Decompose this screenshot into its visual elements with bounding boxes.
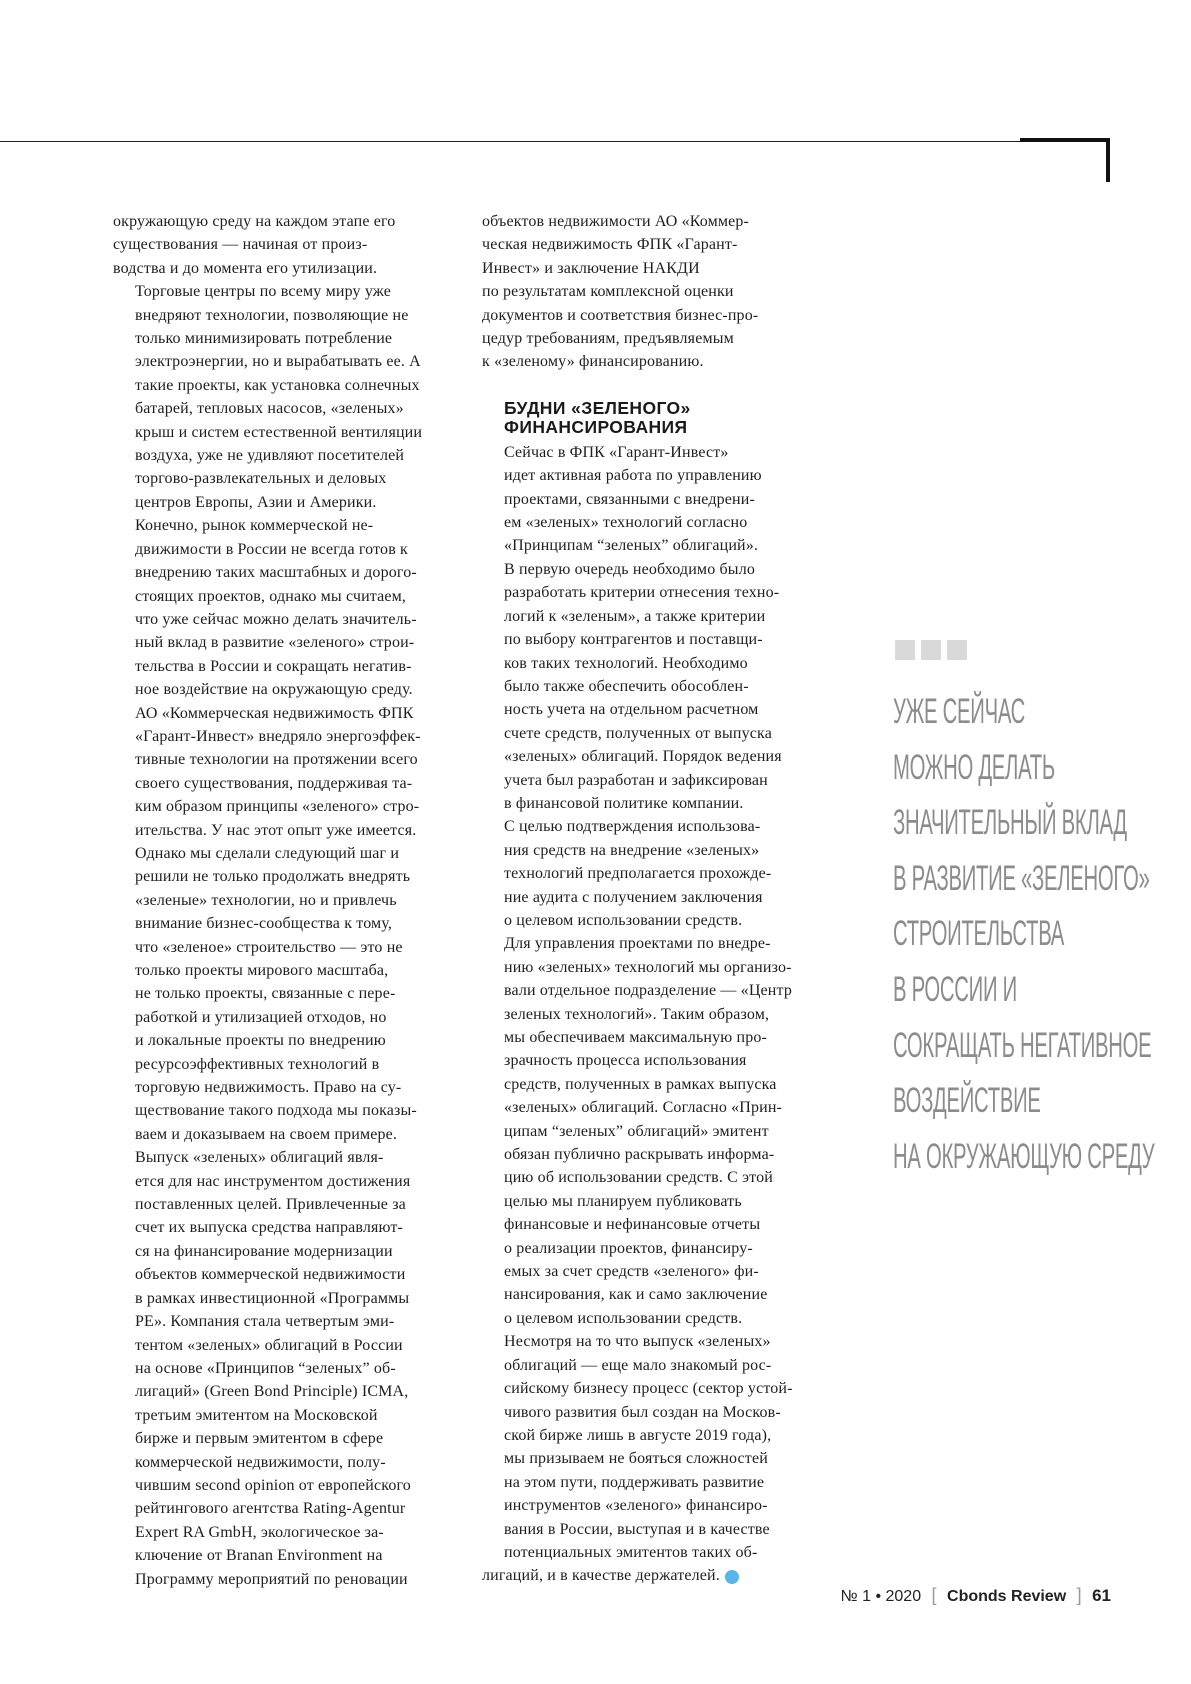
text-line: ской бирже лишь в августе 2019 года),: [504, 1426, 772, 1444]
text-line: на основе «Принципов “зеленых” об-: [135, 1359, 396, 1377]
text-line: нию «зеленых» технологий мы организо-: [504, 958, 792, 976]
text-line: Выпуск «зеленых» облигаций явля-: [135, 1149, 384, 1167]
text-line: коммерческой недвижимости, полу-: [135, 1453, 386, 1471]
text-line: В первую очередь необходимо было: [504, 560, 755, 578]
text-line: мы призываем не бояться сложностей: [504, 1450, 768, 1468]
text-line: цедур требованиям, предъявляемым: [482, 330, 734, 348]
text-line: мы обеспечиваем максимальную про-: [504, 1029, 768, 1046]
text-line: ное воздействие на окружающую среду.: [135, 681, 413, 699]
issue-number: № 1 • 2020: [840, 1588, 922, 1605]
text-line: не только проекты, связанные с пере-: [135, 985, 396, 1003]
text-line: ществование такого подхода мы показы-: [135, 1102, 417, 1120]
text-line: стоящих проектов, однако мы считаем,: [135, 587, 407, 605]
text-line: электроэнергии, но и вырабатывать ее. А: [135, 353, 421, 371]
text-line: тентом «зеленых» облигаций в России: [135, 1336, 403, 1354]
text-line: обязан публично раскрывать информа-: [504, 1146, 775, 1164]
text-column-right: [482, 210, 827, 1588]
text-line: о целевом использовании средств.: [504, 1309, 743, 1327]
text-line: ния средств на внедрение «зеленых»: [504, 841, 760, 859]
paragraph: [113, 1146, 458, 1591]
text-line: зеленых технологий». Таким образом,: [504, 1005, 770, 1023]
text-line: Несмотря на то что выпуск «зеленых»: [504, 1333, 771, 1351]
text-line: С целью подтверждения использова-: [504, 818, 761, 836]
text-line: чивого развития был создан на Москов-: [504, 1403, 781, 1421]
text-line: Программу мероприятий по реновации: [135, 1570, 408, 1588]
text-line: воздуха, уже не удивляют посетителей: [135, 447, 405, 465]
text-line: внедряют технологии, позволяющие не: [135, 306, 409, 324]
text-line: ем «зеленых» технологий согласно: [504, 514, 748, 532]
text-line: Однако мы сделали следующий шаг и: [135, 844, 400, 862]
text-line: внимание бизнес-сообщества к тому,: [135, 915, 393, 933]
text-line: что «зеленое» строительство — это не: [135, 938, 403, 956]
text-line: зрачность процесса использования: [504, 1052, 747, 1070]
text-line: Торговые центры по всему миру уже: [135, 283, 392, 301]
text-line: технологий предполагается прохожде-: [504, 865, 772, 883]
page-footer: [841, 1585, 1112, 1606]
text-line: тельства в России и сокращать негатив-: [135, 657, 412, 675]
text-line: «зеленых» облигаций. Согласно «Прин-: [504, 1099, 783, 1117]
text-line: батарей, тепловых насосов, «зеленых»: [135, 400, 404, 418]
text-line: ФИНАНСИРОВАНИЯ: [504, 416, 688, 437]
text-line: рейтингового агентства Rating-Agentur: [135, 1500, 406, 1518]
text-line: Expert RA GmbH, экологическое за-: [135, 1523, 384, 1541]
text-line: к «зеленому» финансированию.: [482, 353, 704, 371]
text-line: лигаций» (Green Bond Principle) ICMA,: [135, 1383, 409, 1401]
text-line: ительства. У нас этот опыт уже имеется.: [135, 821, 417, 839]
pullquote: [893, 684, 1183, 1184]
pullquote-line: УЖЕ СЕЙЧАС: [893, 692, 1025, 731]
text-line: ние аудита с получением заключения: [504, 888, 763, 906]
text-line: объектов коммерческой недвижимости: [135, 1266, 406, 1284]
text-line: только проекты мирового масштаба,: [135, 962, 389, 979]
text-line: работкой и утилизацией отходов, но: [135, 1008, 387, 1026]
text-line: торговую недвижимость. Право на су-: [135, 1079, 402, 1097]
corner-mark-vertical: [1106, 138, 1110, 182]
text-line: «зеленых» облигаций. Порядок ведения: [504, 748, 782, 766]
end-mark-icon: C: [725, 1570, 739, 1584]
pullquote-line: ЗНАЧИТЕЛЬНЫЙ ВКЛАД: [893, 803, 1127, 843]
text-line: внедрению таких масштабных и дорого-: [135, 564, 417, 582]
text-line: ципам “зеленых” облигаций» эмитент: [504, 1122, 769, 1140]
text-line: БУДНИ «ЗЕЛЕНОГО»: [504, 397, 691, 418]
pullquote-line: В РОССИИ И: [893, 969, 1017, 1009]
header-rule: [0, 141, 1108, 142]
text-line: РЕ». Компания стала четвертым эми-: [135, 1313, 395, 1331]
paragraph: [482, 210, 827, 374]
page-number: 61: [1092, 1586, 1111, 1605]
text-line: торгово-развлекательных и деловых: [135, 470, 387, 488]
text-line: ким образом принципы «зеленого» стро-: [135, 798, 420, 816]
ornament-square: [921, 640, 941, 660]
text-line: Сейчас в ФПК «Гарант-Инвест»: [504, 443, 729, 461]
text-line: учета был разработан и зафиксирован: [504, 771, 768, 789]
text-line: целью мы планируем публиковать: [504, 1192, 742, 1210]
paragraph: [113, 280, 458, 514]
pullquote-line: СТРОИТЕЛЬСТВА: [893, 914, 1065, 954]
text-line: такие проекты, как установка солнечных: [135, 376, 420, 394]
text-line: Для управления проектами по внедре-: [504, 935, 771, 953]
bracket-close: ]: [1076, 1585, 1082, 1605]
text-line: облигаций — еще мало знакомый рос-: [504, 1356, 772, 1374]
text-column-left: [113, 210, 458, 1591]
text-line: ется для нас инструментом достижения: [135, 1172, 411, 1190]
text-line: объектов недвижимости АО «Коммер-: [482, 213, 750, 230]
paragraph: [482, 441, 827, 558]
paragraph: [482, 558, 827, 933]
text-line: о реализации проектов, финансиру-: [504, 1239, 753, 1257]
text-line: о целевом использовании средств.: [504, 911, 743, 929]
text-line: третьим эмитентом на Московской: [135, 1406, 378, 1424]
paragraph-last: [482, 1330, 827, 1587]
bracket-open: [: [931, 1585, 937, 1605]
text-line: было также обеспечить обособлен-: [504, 677, 749, 695]
text-line: тивные технологии на протяжении всего: [135, 751, 418, 769]
text-line: идет активная работа по управлению: [504, 467, 762, 485]
ornament-square: [895, 640, 915, 660]
text-line: ный вклад в развитие «зеленого» строи-: [135, 634, 415, 652]
text-line: крыш и систем естественной вентиляции: [135, 423, 423, 441]
text-line: вания в России, выступая и в качестве: [504, 1520, 770, 1538]
text-line: в финансовой политике компании.: [504, 794, 744, 812]
section-heading: [504, 399, 827, 437]
text-line: водства и до момента его утилизации.: [113, 259, 378, 277]
text-line: потенциальных эмитентов таких об-: [504, 1543, 758, 1561]
text-line: «Гарант-Инвест» внедряло энергоэффек-: [135, 727, 421, 745]
text-line: счете средств, полученных от выпуска: [504, 724, 772, 742]
corner-mark: [1020, 138, 1110, 142]
pullquote-line: ВОЗДЕЙСТВИЕ: [893, 1081, 1041, 1121]
pullquote-line: СОКРАЩАТЬ НЕГАТИВНОЕ: [893, 1025, 1152, 1065]
text-line: на этом пути, поддерживать развитие: [504, 1473, 765, 1491]
text-line: центров Европы, Азии и Америки.: [135, 493, 377, 511]
text-line: нансирования, как и само заключение: [504, 1286, 768, 1304]
text-line: документов и соответствия бизнес-про-: [482, 306, 759, 324]
text-line: разработать критерии отнесения техно-: [504, 584, 780, 602]
text-line: и локальные проекты по внедрению: [135, 1032, 386, 1050]
text-line: существования — начиная от произ-: [113, 236, 368, 254]
text-line: решили не только продолжать внедрять: [135, 868, 411, 886]
text-line: по выбору контрагентов и поставщи-: [504, 631, 763, 649]
text-line: лигаций, и в качестве держателей.: [482, 1567, 720, 1585]
text-line: средств, полученных в рамках выпуска: [504, 1075, 777, 1093]
text-line: счет их выпуска средства направляют-: [135, 1219, 404, 1237]
paragraph: [482, 932, 827, 1330]
paragraph: [113, 514, 458, 842]
text-line: движимости в России не всегда готов к: [135, 540, 408, 558]
text-line: инструментов «зеленого» финансиро-: [504, 1497, 768, 1515]
pullquote-line: МОЖНО ДЕЛАТЬ: [893, 747, 1055, 787]
text-line: только минимизировать потребление: [135, 330, 393, 348]
text-line: ческая недвижимость ФПК «Гарант-: [482, 236, 738, 254]
text-line: сийскому бизнесу процесс (сектор устой-: [504, 1380, 793, 1398]
text-line: чившим second opinion от европейского: [135, 1476, 411, 1494]
text-line: Конечно, рынок коммерческой не-: [135, 517, 374, 535]
pullquote-line: В РАЗВИТИЕ «ЗЕЛЕНОГО»: [893, 858, 1150, 898]
text-line: что уже сейчас можно делать значитель-: [135, 610, 417, 628]
magazine-name: Cbonds Review: [947, 1588, 1067, 1605]
text-line: ключение от Branan Environment на: [135, 1547, 383, 1565]
pullquote-line: НА ОКРУЖАЮЩУЮ СРЕДУ: [893, 1136, 1155, 1176]
text-line: по результатам комплексной оценки: [482, 283, 734, 301]
text-line: финансовые и нефинансовые отчеты: [504, 1216, 761, 1234]
text-line: ся на финансирование модернизации: [135, 1242, 393, 1260]
text-line: бирже и первым эмитентом в сфере: [135, 1430, 384, 1448]
text-line: окружающую среду на каждом этапе его: [113, 213, 396, 230]
text-line: ресурсоэффективных технологий в: [135, 1055, 380, 1073]
text-line: АО «Коммерческая недвижимость ФПК: [135, 704, 414, 722]
paragraph: [113, 842, 458, 1146]
ornament-square: [947, 640, 967, 660]
text-line: вали отдельное подразделение — «Центр: [504, 982, 792, 1000]
text-line: ность учета на отдельном расчетном: [504, 701, 759, 719]
text-line: «Принципам “зеленых” облигаций».: [504, 537, 759, 555]
paragraph: [113, 210, 458, 280]
pullquote-ornament: [895, 640, 973, 665]
text-line: Инвест» и заключение НАКДИ: [482, 259, 700, 277]
text-line: ков таких технологий. Необходимо: [504, 654, 748, 672]
text-line: проектами, связанными с внедрени-: [504, 490, 755, 508]
text-line: «зеленые» технологии, но и привлечь: [135, 891, 397, 909]
text-line: цию об использовании средств. С этой: [504, 1169, 773, 1187]
text-line: логий к «зеленым», а также критерии: [504, 607, 766, 625]
text-line: поставленных целей. Привлеченные за: [135, 1196, 406, 1214]
text-line: в рамках инвестиционной «Программы: [135, 1289, 410, 1307]
text-line: ваем и доказываем на своем примере.: [135, 1125, 398, 1143]
text-line: своего существования, поддерживая та-: [135, 774, 413, 792]
text-line: емых за счет средств «зеленого» фи-: [504, 1263, 759, 1281]
